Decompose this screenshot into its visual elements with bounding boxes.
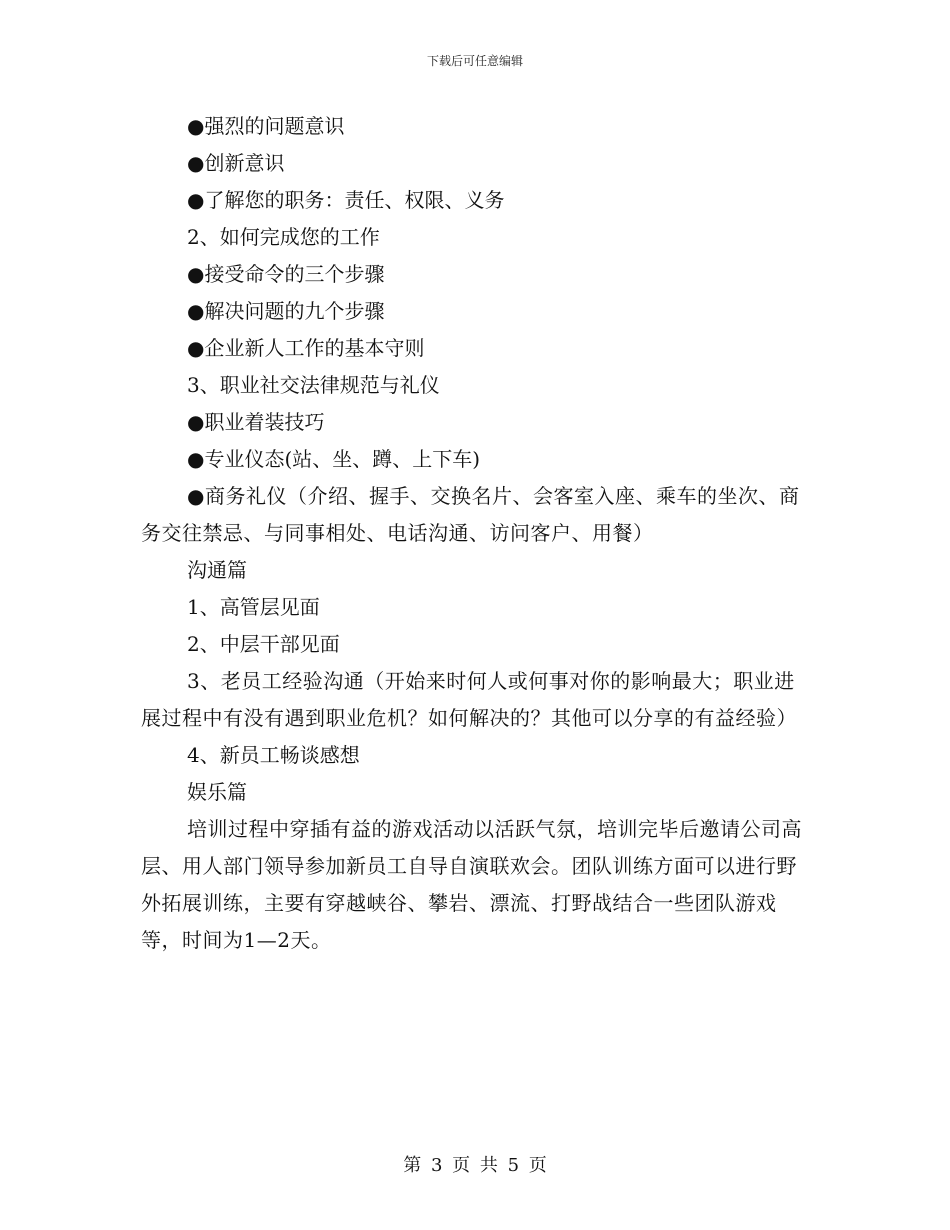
- etiquette-paragraph: ●商务礼仪（介绍、握手、交换名片、会客室入座、乘车的坐次、商务交往禁忌、与同事相处、电话沟通、访问客户、用餐）: [141, 484, 800, 545]
- numbered-item: 3、职业社交法律规范与礼仪: [187, 373, 440, 397]
- numbered-item: 2、如何完成您的工作: [187, 225, 380, 249]
- page-header: 下载后可任意编辑: [426, 54, 523, 68]
- veteran-paragraph: 3、老员工经验沟通（开始来时何人或何事对你的影响最大；职业进展过程中有没有遇到职业危机？如何解决的？其他可以分享的有益经验）: [141, 669, 797, 730]
- bullet-item: ●解决问题的九个步骤: [187, 299, 385, 323]
- bullet-item: ●创新意识: [187, 151, 285, 175]
- document-body: [141, 108, 811, 959]
- entertainment-paragraph: 培训过程中穿插有益的游戏活动以活跃气氛，培训完毕后邀请公司高层、用人部门领导参加新员工自导自演联欢会。团队训练方面可以进行野外拓展训练，主要有穿越峡谷、攀岩、漂流、打野战结合一些团队游戏等，时间为1—2天。: [141, 817, 802, 952]
- numbered-item: 4、新员工畅谈感想: [187, 743, 360, 767]
- page-number: 第 3 页 共 5 页: [403, 1155, 547, 1176]
- numbered-item: 2、中层干部见面: [187, 632, 340, 656]
- bullet-item: ●企业新人工作的基本守则: [187, 336, 425, 360]
- bullet-item: ●了解您的职务：责任、权限、义务: [187, 188, 505, 212]
- section-heading-entertainment: 娱乐篇: [187, 780, 247, 804]
- bullet-item: ●强烈的问题意识: [187, 114, 345, 138]
- numbered-item: 1、高管层见面: [187, 595, 320, 619]
- section-heading-communication: 沟通篇: [187, 558, 247, 582]
- bullet-item: ●接受命令的三个步骤: [187, 262, 385, 286]
- bullet-item: ●职业着装技巧: [187, 410, 325, 434]
- bullet-item: ●专业仪态(站、坐、蹲、上下车): [187, 447, 481, 471]
